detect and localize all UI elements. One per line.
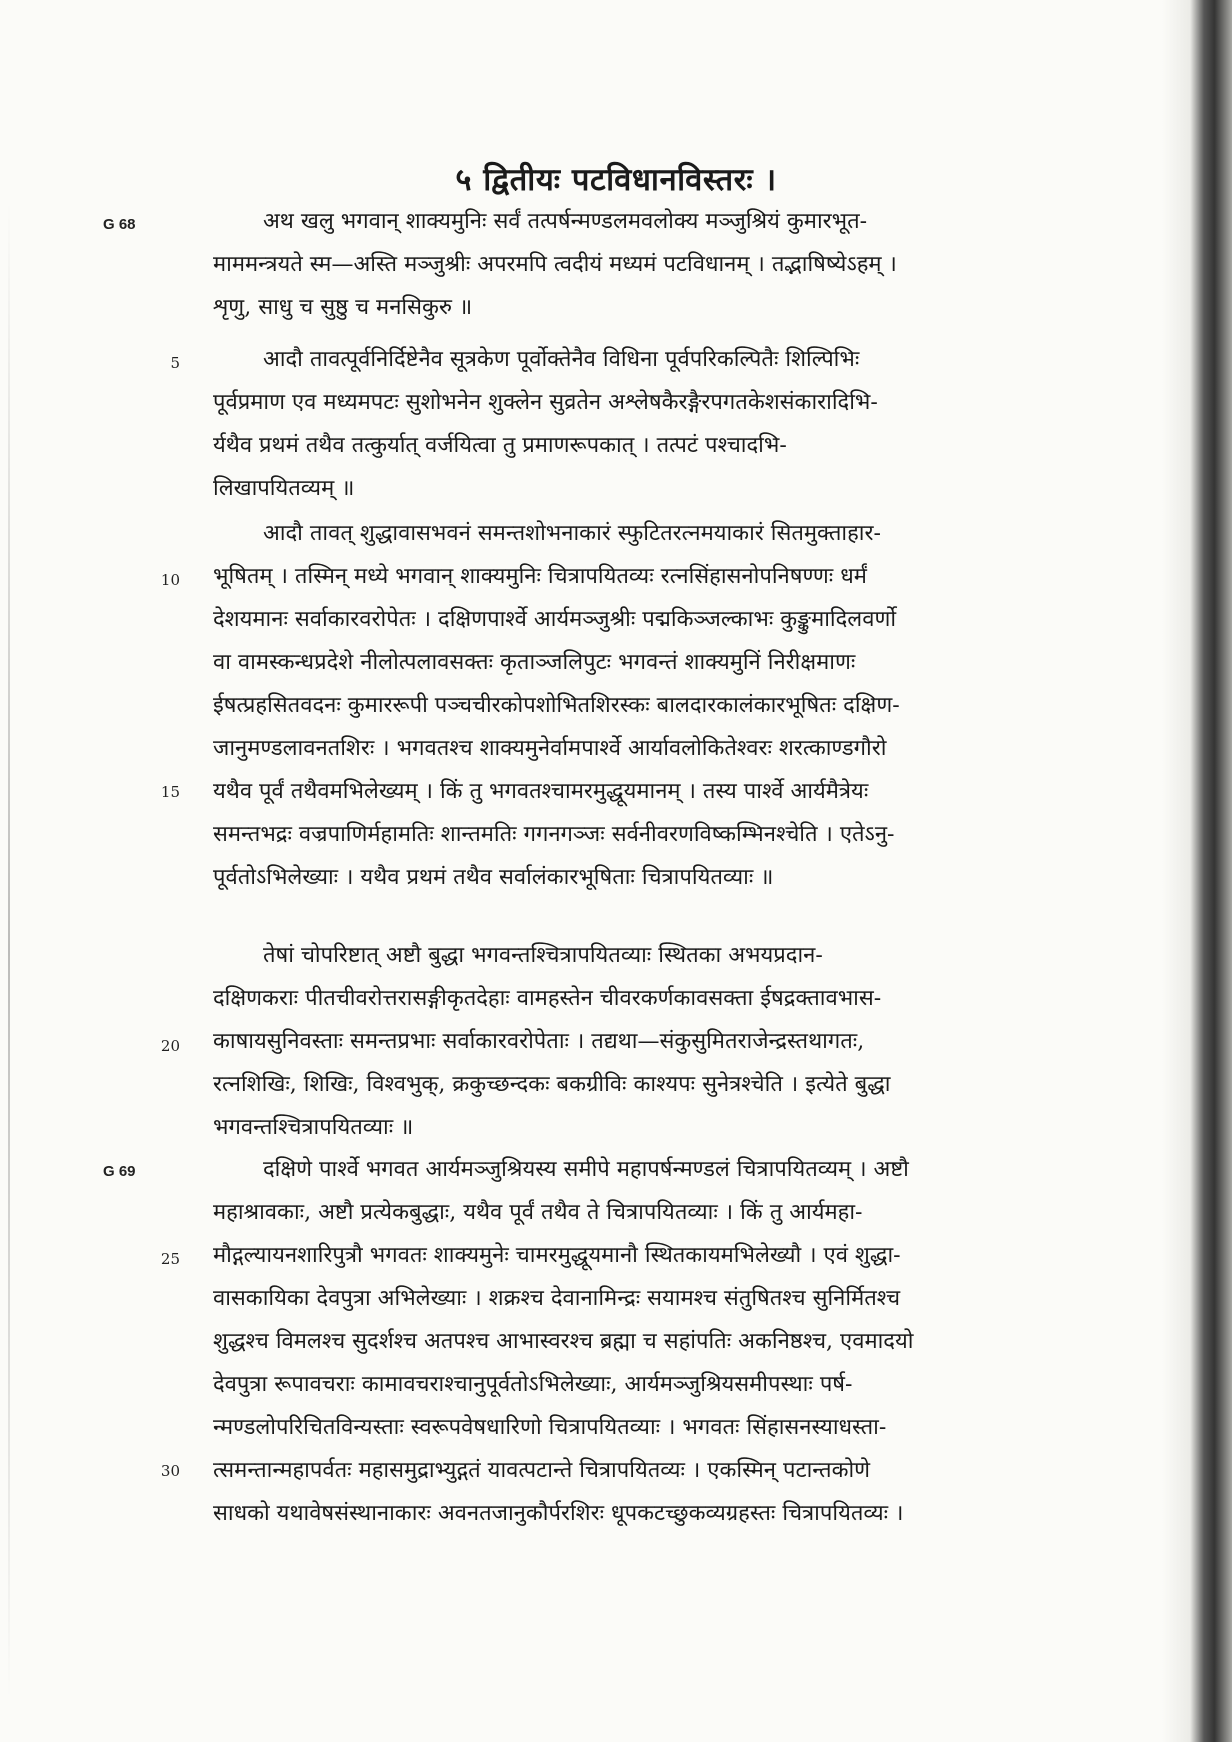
text-line: वासकायिका देवपुत्रा अभिलेख्याः । शक्रश्च देवानामिन्द्रः सयामश्च संतुषितश्च सुनिर्मितश्च bbox=[213, 1286, 901, 1311]
text-line: भगवन्तश्चित्रापयितव्याः ॥ bbox=[213, 1115, 414, 1140]
text-line: न्मण्डलोपरिचितविन्यस्ताः स्वरूपवेषधारिणो चित्रापयितव्याः । भगवतः सिंहासनस्याधस्ता- bbox=[213, 1415, 887, 1440]
text-line: पूर्वप्रमाण एव मध्यमपटः सुशोभनेन शुक्लेन सुव्रतेन अश्लेषकैरङ्गैरपगतकेशसंकारादिभि- bbox=[213, 390, 878, 415]
text-line: काषायसुनिवस्ताः समन्तप्रभाः सर्वाकारवरोपेताः । तद्यथा—संकुसुमितराजेन्द्रस्तथागतः, bbox=[213, 1029, 865, 1054]
line-number: 25 bbox=[160, 1250, 180, 1268]
text-line: यथैव पूर्वं तथैवमभिलेख्यम् । किं तु भगवतश्चामरमुद्धूयमानम् । तस्य पार्श्वे आर्यमैत्रेयः bbox=[213, 779, 869, 804]
text-line: देशयमानः सर्वाकारवरोपेतः । दक्षिणपार्श्वे आर्यमञ्जुश्रीः पद्मकिञ्जल्काभः कुङ्कुमादिलवर्णो bbox=[213, 607, 897, 632]
text-line: लिखापयितव्यम् ॥ bbox=[213, 476, 355, 501]
text-line: समन्तभद्रः वज्रपाणिर्महामतिः शान्तमतिः गगनगञ्जः सर्वनीवरणविष्कम्भिनश्चेति । एतेऽनु- bbox=[213, 822, 895, 847]
text-line: त्समन्तान्महापर्वतः महासमुद्राभ्युद्गतं यावत्पटान्ते चित्रापयितव्यः । एकस्मिन् पटान्तकोणे bbox=[213, 1458, 871, 1483]
text-line: भूषितम् । तस्मिन् मध्ये भगवान् शाक्यमुनिः चित्रापयितव्यः रत्नसिंहासनोपनिषण्णः धर्मं bbox=[213, 564, 867, 589]
text-line: अथ खलु भगवान् शाक्यमुनिः सर्वं तत्पर्षन्मण्डलमवलोक्य मञ्जुश्रियं कुमारभूत- bbox=[263, 209, 868, 234]
text-line: ईषत्प्रहसितवदनः कुमाररूपी पञ्चचीरकोपशोभितशिरस्कः बालदारकालंकारभूषितः दक्षिण- bbox=[213, 693, 900, 718]
text-line: रत्नशिखिः, शिखिः, विश्वभुक्, क्रकुच्छन्दकः बकग्रीविः काश्यपः सुनेत्रश्चेति । इत्येते बुद्धा bbox=[213, 1072, 891, 1097]
text-line: मौद्गल्यायनशारिपुत्रौ भगवतः शाक्यमुनेः चामरमुद्धूयमानौ स्थितकायमभिलेख्यौ । एवं शुद्धा- bbox=[213, 1243, 901, 1268]
line-number: 10 bbox=[160, 571, 180, 589]
text-line: र्यथैव प्रथमं तथैव तत्कुर्यात् वर्जयित्वा तु प्रमाणरूपकात् । तत्पटं पश्चादभि- bbox=[213, 433, 787, 458]
text-line: साधको यथावेषसंस्थानाकारः अवनतजानुकौर्परशिरः धूपकटच्छुकव्यग्रहस्तः चित्रापयितव्यः । bbox=[213, 1501, 904, 1526]
text-line: पूर्वतोऽभिलेख्याः । यथैव प्रथमं तथैव सर्वालंकारभूषिताः चित्रापयितव्याः ॥ bbox=[213, 865, 774, 890]
page-edge-shadow bbox=[1162, 0, 1232, 1742]
text-line: तेषां चोपरिष्टात् अष्टौ बुद्धा भगवन्तश्चित्रापयितव्याः स्थितका अभयप्रदान- bbox=[263, 943, 823, 968]
text-line: दक्षिणकराः पीतचीवरोत्तरासङ्गीकृतदेहाः वामहस्तेन चीवरकर्णकावसक्ता ईषद्रक्तावभास- bbox=[213, 986, 882, 1011]
text-line: देवपुत्रा रूपावचराः कामावचराश्चानुपूर्वतोऽभिलेख्याः, आर्यमञ्जुश्रियसमीपस्थाः पर्ष- bbox=[213, 1372, 853, 1397]
text-line: आदौ तावत्पूर्वनिर्दिष्टेनैव सूत्रकेण पूर्वोक्तेनैव विधिना पूर्वपरिकल्पितैः शिल्पिभिः bbox=[263, 347, 860, 372]
text-line: वा वामस्कन्धप्रदेशे नीलोत्पलावसक्तः कृताञ्जलिपुटः भगवन्तं शाक्यमुनिं निरीक्षमाणः bbox=[213, 650, 856, 675]
line-number: 20 bbox=[160, 1037, 180, 1055]
line-number: 15 bbox=[160, 783, 180, 801]
chapter-title: ५ द्वितीयः पटविधानविस्तरः । bbox=[455, 162, 777, 198]
margin-ref-g68: G 68 bbox=[103, 216, 136, 233]
text-line: जानुमण्डलावनतशिरः । भगवतश्च शाक्यमुनेर्वामपार्श्वे आर्यावलोकितेश्वरः शरत्काण्डगौरो bbox=[213, 736, 887, 761]
text-line: महाश्रावकाः, अष्टौ प्रत्येकबुद्धाः, यथैव पूर्वं तथैव ते चित्रापयितव्याः । किं तु आर्यमहा- bbox=[213, 1200, 863, 1225]
line-number: 30 bbox=[160, 1462, 180, 1480]
margin-ref-g69: G 69 bbox=[103, 1163, 136, 1180]
text-line: आदौ तावत् शुद्धावासभवनं समन्तशोभनाकारं स्फुटितरत्नमयाकारं सितमुक्ताहार- bbox=[263, 521, 881, 546]
text-line: शुद्धश्च विमलश्च सुदर्शश्च अतपश्च आभास्वरश्च ब्रह्मा च सहांपतिः अकनिष्ठश्च, एवमादयो bbox=[213, 1329, 914, 1354]
text-line: माममन्त्रयते स्म—अस्ति मञ्जुश्रीः अपरमपि त्वदीयं मध्यमं पटविधानम् । तद्भाषिष्येऽहम् । bbox=[213, 252, 897, 277]
left-margin-rule bbox=[8, 200, 10, 1700]
line-number: 5 bbox=[170, 354, 180, 372]
text-line: शृणु, साधु च सुष्ठु च मनसिकुरु ॥ bbox=[213, 295, 473, 320]
text-line: दक्षिणे पार्श्वे भगवत आर्यमञ्जुश्रियस्य समीपे महापर्षन्मण्डलं चित्रापयितव्यम् । अष्टौ bbox=[263, 1157, 909, 1182]
